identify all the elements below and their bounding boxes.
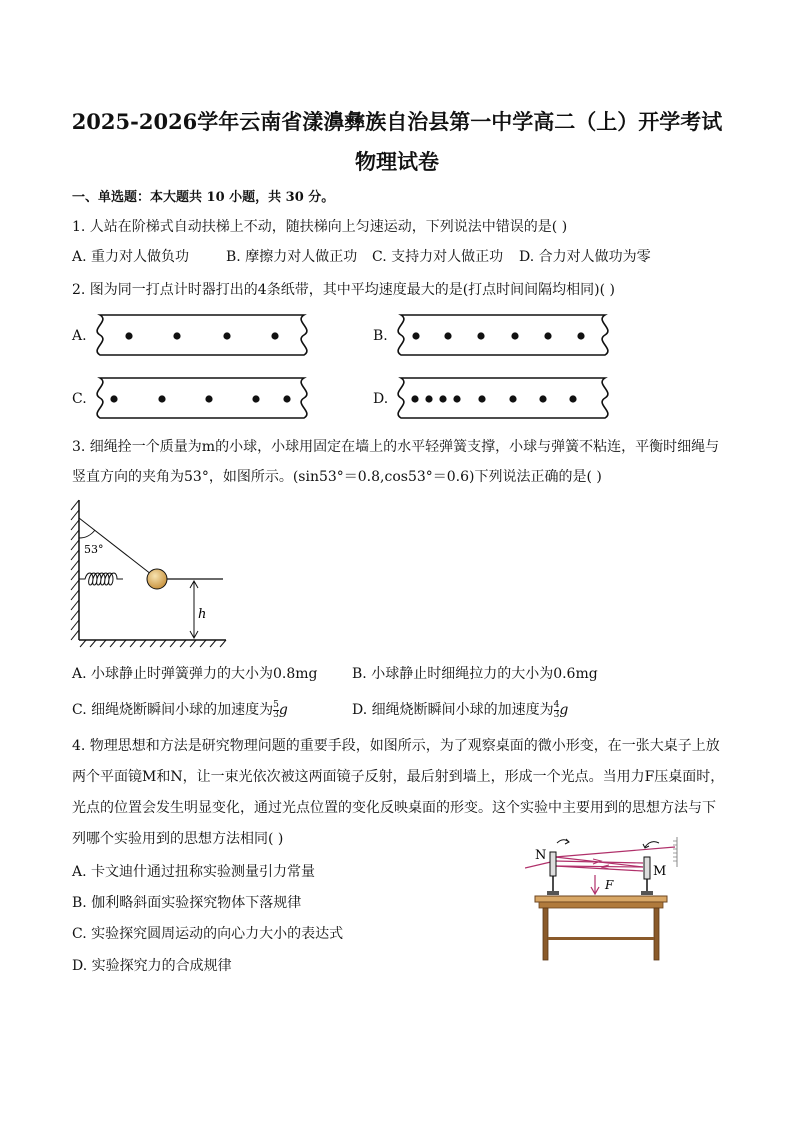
q2-label-a: A. [72,328,87,344]
angle-label: 53° [84,543,104,556]
section-heading: 一、单选题：本大题共 10 小题，共 30 分。 [72,190,335,205]
question-4-stem-line3: 光点的位置会发生明显变化，通过光点位置的变化反映桌面的形变。这个实验中主要用到的思想方法与下 [72,800,716,816]
q2-label-c: C. [72,391,87,407]
q2-label-d: D. [373,391,389,407]
q1-option-d: D. 合力对人做功为零 [519,249,651,265]
question-2-stem: 2. 图为同一打点计时器打出的4条纸带，其中平均速度最大的是(打点时间间隔均相同)( ) [72,282,616,298]
page-subtitle: 物理试卷 [355,149,439,174]
q1-option-b: B. 摩擦力对人做正功 [226,249,358,265]
question-4-stem-line1: 4. 物理思想和方法是研究物理问题的重要手段，如图所示，为了观察桌面的微小形变，在一张大桌子上放 [72,738,720,754]
q3-option-b: B. 小球静止时细绳拉力的大小为0.6mg [352,666,598,682]
question-3-stem-line1: 3. 细绳拴一个质量为m的小球，小球用固定在墙上的水平轻弹簧支撑，小球与弹簧不粘连，平衡时细绳与 [72,439,720,455]
mirror-table-figure [525,835,695,965]
q3-option-c: C. 细绳烧断瞬间小球的加速度为 $\frac{5}{3}$ g [72,699,288,720]
q2-label-b: B. [373,328,388,344]
force-label: F [605,878,614,892]
tape-c [97,378,307,418]
q4-option-c: C. 实验探究圆周运动的向心力大小的表达式 [72,926,344,942]
q1-option-a: A. 重力对人做负功 [72,249,190,265]
q3-option-a: A. 小球静止时弹簧弹力的大小为0.8mg [72,666,318,682]
mirror-m-label: M [653,864,667,879]
question-4-stem-line4: 列哪个实验用到的思想方法相同( ) [72,831,284,847]
question-3-stem-line2: 竖直方向的夹角为53°，如图所示。(sin53°＝0.8,cos53°＝0.6)下列说法正确的是( ) [72,469,602,485]
h-label: h [198,607,207,622]
tape-figures [85,310,615,425]
question-1-stem: 1. 人站在阶梯式自动扶梯上不动，随扶梯向上匀速运动，下列说法中错误的是( ) [72,219,568,235]
tape-d [398,378,608,418]
page-title: 2025-2026学年云南省漾濞彝族自治县第一中学高二（上）开学考试 [71,109,723,134]
mirror-n-label: N [535,848,547,863]
q4-option-b: B. 伽利略斜面实验探究物体下落规律 [72,895,302,911]
question-4-stem-line2: 两个平面镜M和N，让一束光依次被这两面镜子反射，最后射到墙上，形成一个光点。当用力F压桌面时， [72,769,725,785]
q3-option-d: D. 细绳烧断瞬间小球的加速度为 $\frac{4}{3}$ g [352,699,569,720]
q1-option-c: C. 支持力对人做正功 [372,249,504,265]
tape-a [97,315,307,355]
tape-b [398,315,608,355]
q4-option-a: A. 卡文迪什通过扭称实验测量引力常量 [72,864,316,880]
spring-ball-figure [68,498,233,648]
q4-option-d: D. 实验探究力的合成规律 [72,958,232,974]
